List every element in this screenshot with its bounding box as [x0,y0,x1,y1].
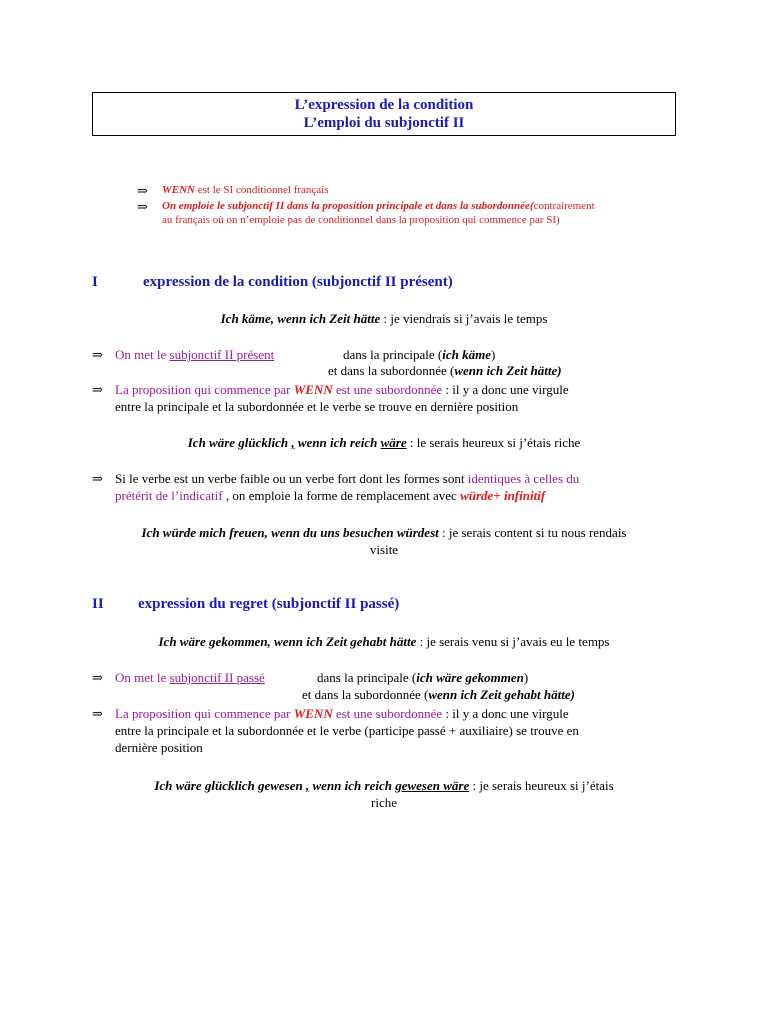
section-1-rule-3 [115,470,685,504]
french-translation: riche [371,795,397,810]
german-sentence: Ich wäre gekommen, wenn ich Zeit gehabt hätte [158,634,417,649]
rule-text: entre la principale et la subordonnée et le verbe se trouve en dernière position [115,399,519,414]
section-1-example-1 [92,310,676,327]
wenn-keyword: WENN [293,382,333,397]
rule-text: , on emploie la forme de remplacement avec [222,488,461,503]
french-translation: : je serais heureux si j’étais [469,778,614,793]
section-2-example-1 [92,633,676,650]
section-2-example-2 [92,777,676,811]
rule-text: La proposition qui commence par [115,706,294,721]
section-2-rule-2 [115,705,685,756]
german-example: ich wäre gekommen [416,670,524,685]
german-comma: , [291,435,295,450]
arrow-icon: ⇒ [92,382,103,397]
section-1-example-2 [92,434,676,451]
french-translation: : le serais heureux si j’étais riche [406,435,581,450]
arrow-icon: ⇒ [92,670,103,685]
wurde-infinitif: würde+ infinitif [460,488,546,503]
rule-text: ) [491,347,496,362]
section-2-rule-1-subordonnee [302,686,575,703]
rule-text: Si le verbe est un verbe faible ou un verbe fort dont les formes sont [115,471,468,486]
section-1-numeral: I [92,274,98,290]
german-sentence: wenn ich reich [294,435,381,450]
french-translation: : je viendrais si j’avais le temps [380,311,548,326]
section-2-rule-1 [115,669,265,686]
rule-text: On met le [115,347,170,362]
section-2-rule-1-principale [317,669,528,686]
german-comma: , [306,778,310,793]
title-box [92,92,676,136]
rule-text: entre la principale et la subordonnée et le verbe (participe passé + auxiliaire) se trouve en [115,723,579,738]
german-verb: gewesen wäre [395,778,470,793]
section-2-heading: expression du regret (subjonctif II passé) [138,596,400,612]
rule-text: dernière position [115,740,203,755]
subjonctif-present-term: subjonctif II présent [169,347,275,362]
french-translation: : je serais venu si j’avais eu le temps [416,634,610,649]
german-sentence: Ich käme, wenn ich Zeit hätte [220,311,381,326]
section-2-numeral: II [92,596,104,612]
german-sentence: wenn ich reich [309,778,396,793]
german-example: wenn ich Zeit hätte) [454,363,562,378]
german-sentence: Ich wäre glücklich [187,435,292,450]
rule-text: ) [523,670,529,685]
rule-text: est une subordonnée [332,382,443,397]
intro-item-2 [162,199,682,227]
rule-text: dans la principale ( [317,670,417,685]
rule-highlight: identiques à celles du [467,471,580,486]
wenn-keyword: WENN [293,706,333,721]
arrow-icon: ⇒ [137,183,148,198]
subjonctif-passe-term: subjonctif II passé [169,670,265,685]
arrow-icon: ⇒ [92,471,103,486]
german-verb: wäre [380,435,407,450]
intro-item-1-text: est le SI conditionnel français [195,184,329,196]
arrow-icon: ⇒ [92,347,103,362]
french-translation: : je serais content si tu nous rendais [438,525,627,540]
section-1-rule-1-principale [343,346,495,363]
intro-wenn: WENN [162,184,196,196]
rule-text: On met le [115,670,170,685]
rule-text: est une subordonnée [332,706,443,721]
german-example: wenn ich Zeit gehabt hätte) [428,687,575,702]
intro-item-2-rest-line2: au français où on n’emploie pas de conditionnel dans la proposition qui commence par SI) [162,214,560,226]
section-1-rule-2 [115,381,685,415]
document-title: L’expression de la condition [294,97,474,113]
intro-item-2-rest: contrairement [533,200,595,212]
rule-highlight: prétérit de l’indicatif [115,488,223,503]
intro-item-1 [162,183,682,197]
rule-text: La proposition qui commence par [115,382,294,397]
german-sentence: Ich wäre glücklich gewesen [154,778,306,793]
french-translation: visite [369,542,399,557]
arrow-icon: ⇒ [137,199,148,214]
rule-text: dans la principale ( [343,347,443,362]
rule-text: : il y a donc une virgule [442,382,569,397]
section-1-rule-1-subordonnee [328,362,562,379]
rule-text: : il y a donc une virgule [442,706,569,721]
german-sentence: Ich würde mich freuen, wenn du uns besuchen würdest [141,525,439,540]
document-subtitle: L’emploi du subjonctif II [303,115,465,131]
section-1-example-3 [92,524,676,558]
german-example: ich käme [442,347,492,362]
section-1-rule-1 [115,346,274,363]
intro-item-2-bold: On emploie le subjonctif II dans la proposition principale et dans la subordonnée( [162,200,534,212]
arrow-icon: ⇒ [92,706,103,721]
rule-text: et dans la subordonnée ( [302,687,429,702]
rule-text: et dans la subordonnée ( [328,363,455,378]
section-1-heading: expression de la condition (subjonctif II présent) [143,274,453,290]
